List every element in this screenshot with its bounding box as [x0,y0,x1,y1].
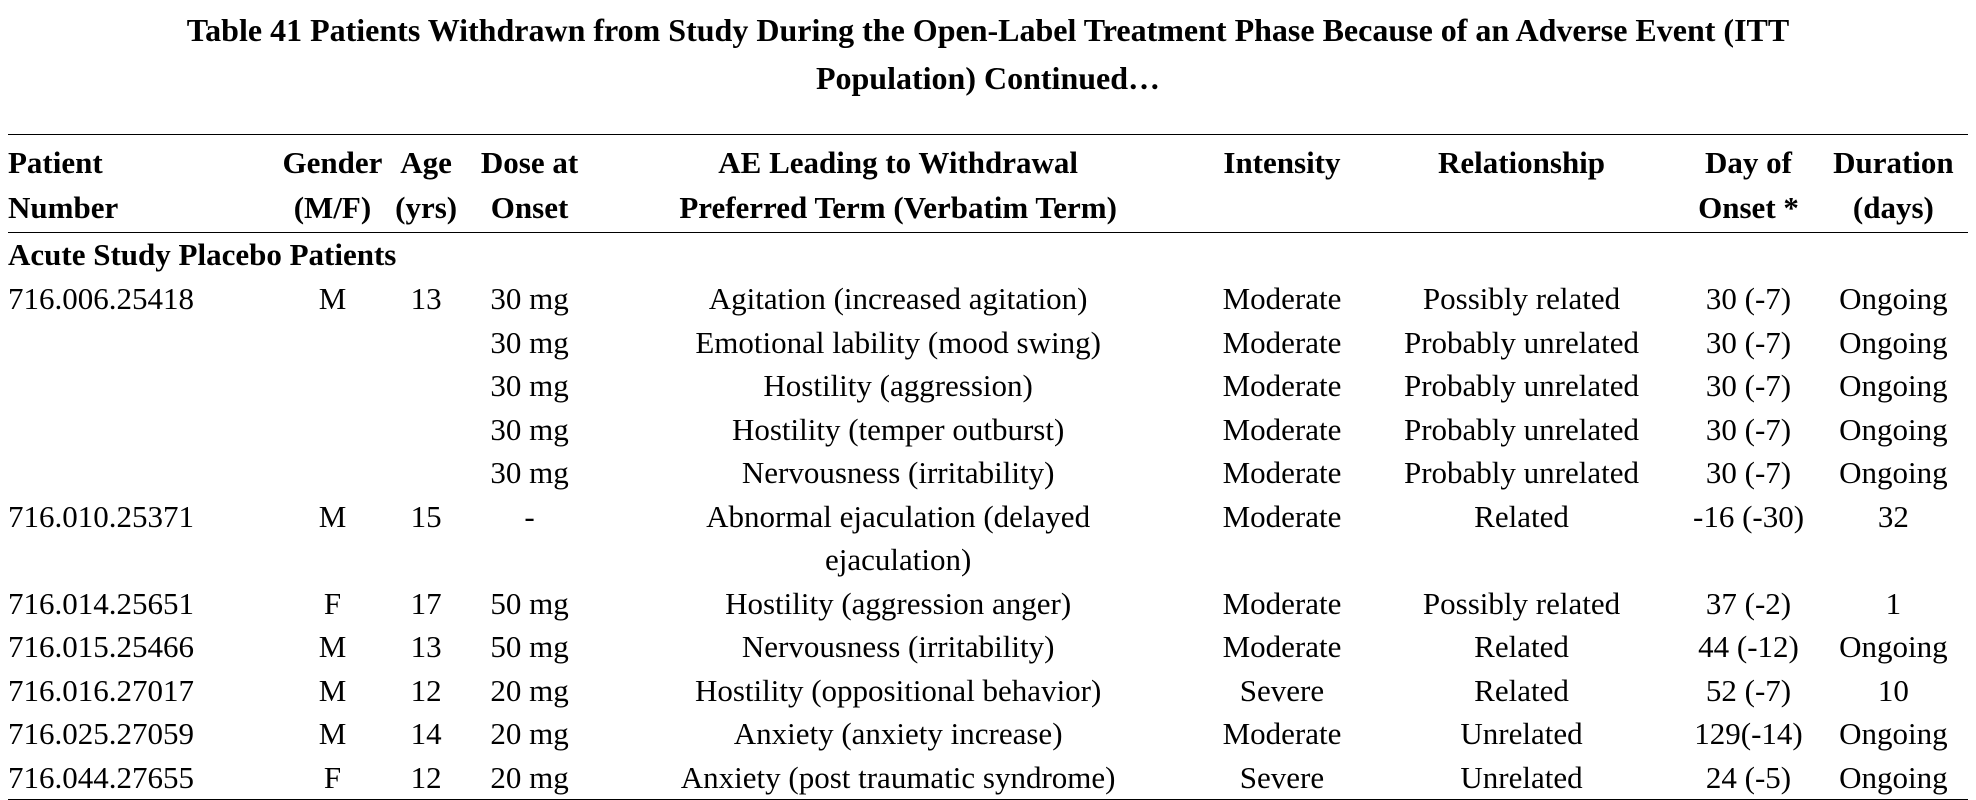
table-row [8,625,1968,669]
cell-duration: 1 [1885,585,1902,621]
cell-dose: 30 mg [490,411,569,447]
cell-gender: M [318,716,347,751]
cell-age [390,364,462,408]
cell-ae: Anxiety (anxiety increase) [733,716,1063,751]
cell-patient: 716.016.27017 [8,672,194,708]
cell-intensity: Severe [1239,672,1325,708]
cell-dose: 30 mg [490,281,569,316]
cell-patient [8,321,275,365]
cell-onset: -16 (-30) [1693,498,1805,534]
cell-relationship: Probably unrelated [1403,411,1639,447]
cell-gender [275,321,390,365]
cell-gender [275,408,390,452]
cell-age [390,451,462,495]
header-row [8,135,1968,233]
table-row [8,277,1968,321]
caption-line-1: Table 41 Patients Withdrawn from Study During the Open-Label Treatment Phase Because of an Adverse Event (ITT [186,12,1790,48]
cell-ae: Nervousness (irritability) [741,455,1055,490]
cell-relationship: Unrelated [1365,756,1679,800]
cell-duration: Ongoing [1839,324,1948,360]
cell-intensity: Severe [1199,756,1365,800]
col-header-ae: AE Leading to Withdrawal Preferred Term (Verbatim Term) [597,135,1199,233]
cell-gender [275,451,390,495]
caption-line-2: Population) Continued… [815,60,1161,96]
cell-dose: 50 mg [490,629,569,664]
cell-onset: 30 (-7) [1705,455,1792,490]
cell-ae: Hostility (oppositional behavior) [694,672,1102,708]
cell-dose: 20 mg [462,756,597,800]
cell-intensity: Moderate [1222,281,1342,316]
cell-patient: 716.006.25418 [8,281,194,316]
table-row [8,756,1968,800]
cell-gender: F [275,756,390,800]
cell-duration: Ongoing [1839,368,1948,403]
cell-gender: M [318,672,347,708]
cell-ae: Abnormal ejaculation (delayed ejaculation) [706,498,1091,577]
cell-patient: 716.014.25651 [8,585,194,621]
cell-intensity: Moderate [1222,455,1342,490]
cell-ae: Anxiety (post traumatic syndrome) [597,756,1199,800]
cell-age [390,321,462,365]
table-row [8,321,1968,365]
cell-onset: 44 (-12) [1698,629,1799,664]
table-row [8,364,1968,408]
col-header-intensity: Intensity [1199,135,1365,233]
cell-age: 15 [410,498,442,534]
cell-relationship: Possibly related [1422,281,1621,316]
cell-duration: 32 [1877,498,1909,534]
cell-age [390,408,462,452]
table-caption [0,6,1976,102]
table-row [8,495,1968,582]
cell-age: 12 [390,756,462,800]
col-header-age: Age (yrs) [390,135,462,233]
table-row [8,408,1968,452]
cell-relationship: Related [1474,498,1569,534]
col-header-duration: Duration (days) [1819,135,1968,233]
cell-dose: 50 mg [490,585,569,621]
cell-relationship: Probably unrelated [1403,455,1639,490]
cell-onset: 30 (-7) [1705,324,1792,360]
cell-relationship: Related [1474,629,1569,664]
cell-ae: Nervousness (irritability) [741,629,1055,664]
cell-duration: 10 [1877,672,1909,708]
cell-duration: Ongoing [1839,281,1948,316]
cell-patient: 716.015.25466 [8,629,194,664]
cell-dose: - [524,498,535,534]
group-row [8,233,1968,278]
table-row [8,582,1968,626]
cell-onset: 24 (-5) [1678,756,1818,800]
cell-duration: Ongoing [1839,411,1948,447]
cell-gender: M [318,281,347,316]
col-header-patient-number: Patient Number [8,135,275,233]
cell-onset: 129(-14) [1694,716,1803,751]
cell-age: 13 [410,281,442,316]
cell-intensity: Moderate [1222,716,1342,751]
cell-gender: M [318,498,347,534]
col-header-relationship: Relationship [1365,135,1679,233]
cell-ae: Agitation (increased agitation) [708,281,1088,316]
cell-dose: 20 mg [490,672,569,708]
cell-onset: 30 (-7) [1705,281,1792,316]
table-row [8,451,1968,495]
cell-relationship: Unrelated [1460,716,1583,751]
cell-dose: 20 mg [490,716,569,751]
col-header-day-of-onset: Day of Onset * [1678,135,1818,233]
cell-age: 17 [410,585,442,621]
cell-patient: 716.044.27655 [8,756,275,800]
cell-onset: 30 (-7) [1705,368,1792,403]
cell-intensity: Moderate [1222,368,1342,403]
cell-onset: 30 (-7) [1705,411,1792,447]
col-header-gender: Gender (M/F) [275,135,390,233]
cell-patient [8,364,275,408]
cell-duration: Ongoing [1839,629,1948,664]
table-row [8,669,1968,713]
adverse-event-table [8,134,1968,800]
cell-duration: Ongoing [1839,716,1948,751]
cell-patient: 716.010.25371 [8,498,194,534]
cell-age: 13 [410,629,442,664]
cell-intensity: Moderate [1222,324,1342,360]
col-header-dose: Dose at Onset [462,135,597,233]
cell-age: 12 [410,672,442,708]
cell-intensity: Moderate [1222,498,1342,534]
cell-onset: 37 (-2) [1705,585,1792,621]
cell-ae: Hostility (aggression) [763,368,1033,403]
cell-duration: Ongoing [1819,756,1968,800]
group-label: Acute Study Placebo Patients [8,237,397,272]
cell-dose: 30 mg [490,455,569,490]
cell-patient [8,408,275,452]
cell-gender [275,364,390,408]
cell-intensity: Moderate [1222,411,1342,447]
cell-relationship: Possibly related [1422,585,1621,621]
cell-patient: 716.025.27059 [8,716,194,751]
cell-duration: Ongoing [1839,455,1948,490]
cell-ae: Hostility (aggression anger) [725,585,1072,621]
cell-intensity: Moderate [1222,585,1342,621]
cell-onset: 52 (-7) [1705,672,1792,708]
cell-gender: F [323,585,342,621]
cell-age: 14 [410,716,442,751]
cell-relationship: Probably unrelated [1403,324,1639,360]
cell-intensity: Moderate [1222,629,1342,664]
cell-relationship: Related [1474,672,1569,708]
cell-dose: 30 mg [490,368,569,403]
cell-patient [8,451,275,495]
cell-relationship: Probably unrelated [1403,368,1639,403]
table-row [8,712,1968,756]
cell-dose: 30 mg [490,324,569,360]
cell-ae: Hostility (temper outburst) [731,411,1065,447]
cell-gender: M [318,629,347,664]
cell-ae: Emotional lability (mood swing) [695,324,1101,360]
